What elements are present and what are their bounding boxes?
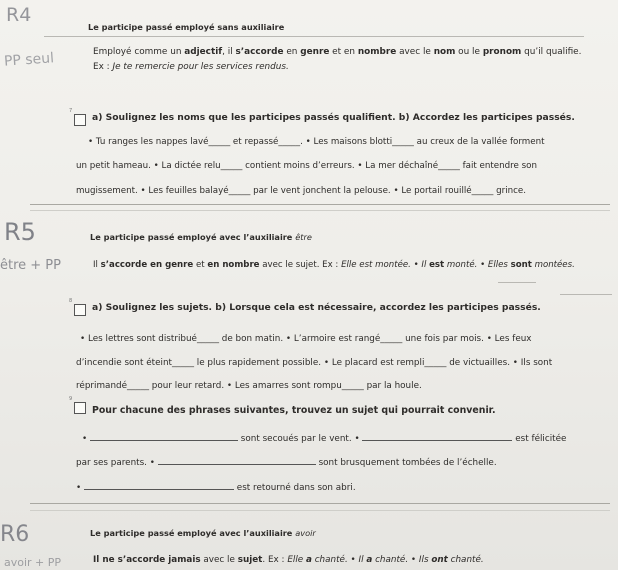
answer-blank[interactable] (84, 481, 234, 490)
margin-note-r6: R6 (0, 522, 30, 547)
answer-blank[interactable] (158, 456, 316, 465)
margin-note-pp-seul: PP seul (3, 50, 55, 70)
q9-line-3: • est retourné dans son abri. (76, 483, 356, 493)
r5-rule-underline-2 (560, 294, 612, 295)
q7-line-3: mugissement. • Les feuilles balayé_____ par le vent jonchent la pelouse. • Le portail rouillé_____ grince. (76, 186, 526, 196)
answer-blank[interactable] (362, 432, 512, 441)
q8-line-1: • Les lettres sont distribué_____ de bon matin. • L’armoire est rangé_____ une fois par mois. • Les feux (80, 334, 532, 344)
r4-bottom-rule-2 (30, 210, 610, 211)
r4-rule-text: Employé comme un adjectif, il s’accorde en genre et en nombre avec le nom ou le pronom qu’il qualifie. (93, 47, 582, 57)
r6-title: Le participe passé employé avec l’auxiliaire avoir (90, 528, 316, 538)
r5-title: Le participe passé employé avec l’auxiliaire être (90, 232, 312, 242)
margin-note-etre-pp: être + PP (0, 258, 61, 273)
r4-title-rule (44, 36, 584, 37)
q7-title: a) Soulignez les noms que les participes passés qualifient. b) Accordez les participes passés. (92, 112, 575, 123)
q8-number: 8 (69, 298, 73, 304)
answer-blank[interactable] (90, 432, 238, 441)
margin-note-r4: R4 (6, 4, 32, 26)
q7-line-1: • Tu ranges les nappes lavé_____ et repassé_____. • Les maisons blotti_____ au creux de la vallée forment (88, 137, 545, 147)
q7-checkbox (74, 114, 86, 126)
q9-checkbox (74, 402, 86, 414)
q9-number: 9 (69, 396, 73, 402)
q8-line-2: d’incendie sont éteint_____ le plus rapidement possible. • Le placard est rempli_____ de victuailles. • Ils sont (76, 358, 553, 368)
q7-number: 7 (69, 108, 73, 114)
r6-rule-text: Il ne s’accorde jamais avec le sujet. Ex : Elle a chanté. • Il a chanté. • Ils ont chanté. (93, 555, 484, 565)
r4-example: Ex : Je te remercie pour les services rendus. (93, 62, 289, 72)
r5-bottom-rule-2 (30, 510, 610, 511)
r4-title: Le participe passé employé sans auxiliaire (88, 22, 285, 32)
q8-line-3: réprimandé_____ pour leur retard. • Les amarres sont rompu_____ par la houle. (76, 381, 422, 391)
r5-rule-text: Il s’accorde en genre et en nombre avec le sujet. Ex : Elle est montée. • Il est monté. • Elles sont montées. (93, 260, 575, 270)
q9-line-1: • sont secoués par le vent. • est félicitée (82, 434, 567, 444)
r4-bottom-rule (30, 204, 610, 205)
q7-line-2: un petit hameau. • La dictée relu_____ contient moins d’erreurs. • La mer déchaîné_____ fait entendre son (76, 161, 538, 171)
r5-rule-underline (498, 282, 536, 283)
margin-note-avoir-pp: avoir + PP (4, 556, 62, 569)
margin-note-r5: R5 (4, 218, 36, 246)
q8-checkbox (74, 304, 86, 316)
q9-line-2: par ses parents. • sont brusquement tombées de l’échelle. (76, 458, 497, 468)
q9-title: Pour chacune des phrases suivantes, trouvez un sujet qui pourrait convenir. (92, 405, 496, 416)
q8-title: a) Soulignez les sujets. b) Lorsque cela est nécessaire, accordez les participes passés. (92, 302, 541, 313)
r5-bottom-rule (30, 503, 610, 504)
